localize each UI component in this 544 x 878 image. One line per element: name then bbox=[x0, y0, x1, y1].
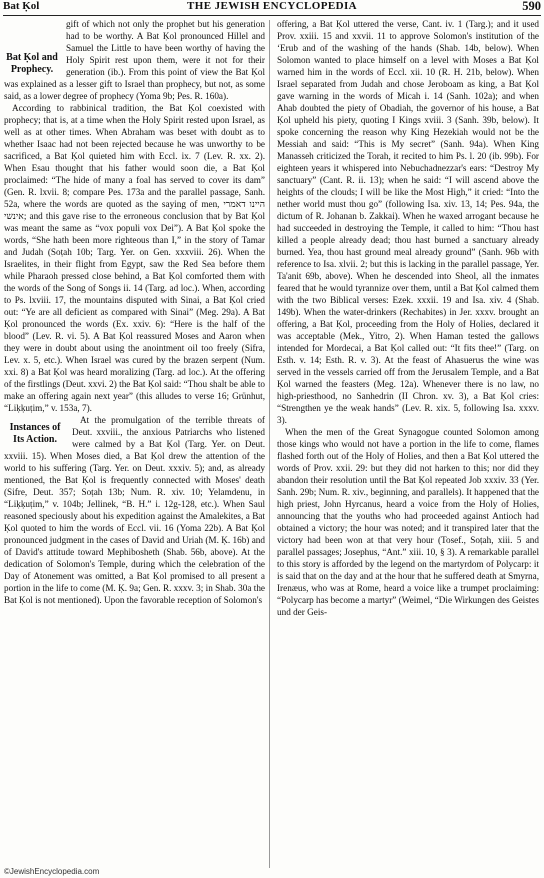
side-heading-instances: Instances of Its Action. bbox=[9, 422, 61, 445]
running-head-title: THE JEWISH ENCYCLOPEDIA bbox=[187, 0, 357, 12]
paragraph: offering, a Bat Ḳol uttered the verse, Cant. iv. 1 (Targ.); and it used Prov. xxiii. 15 and xxvii. 11 to approve Solomon's institution of the ‘Erub and of the washing of the hands (Shab. 14b, below). When Solomon wanted to place himself on a level with Moses a Bat Ḳol warned him in the words of Eccl. xii. 10 (R. H. 21b, below). When Israel separated from Judah and chose Jeroboam as king, a Bat Ḳol gave warning in the words of Micah i. 14 (Sanh. 102a); and when Ahab doubted the piety of Obadiah, the governor of his house, a Bat Ḳol upheld his piety, quoting I Kings xviii. 3 (Sanh. 39b, below). It spoke concerning the reason why King Hezekiah would not be the Messiah and said: “This is My secret” (Sanh. 94a). When King Manasseh criticized the Torah, it recited to him Ps. l. 20 (ib. 99b). For eighteen years it whispered into Nebuchadnezzar's ears: “Destroy My sanctuary” (Cant. R. ii. 13); when he said: “I will ascend above the heights of the clouds; I will be like the Most High,” it cried: “Into the nether world must thou go” (following Isa. xiv. 13, 14; Pes. 94a, the dictum of R. Johanan b. Zakkai). When he waxed arrogant because he had succeeded in destroying the Temple, it called to him: “Thou hast killed a people already dead; thou hast burned a sanctuary already burned. Yea, thou hast ground meal already ground” (Sanh. 96b with reference to Isa. xlvii. 2; but this is lacking in the parallel passage, Yer. Ta'anit 69b, above). When he descended into Sheol, all the inmates feared that he would tyrannize over them, until a Bat Ḳol calmed them with the two Biblical verses: Ezek. xxxii. 19 and Isa. xiv. 4 (Shab. 149b). When the water-drinkers (Rechabites) in Jer. xxxv. brought an offering, a Bat Ḳol, proceeding from the Holy of Holies, declared it was acceptable (Mek., Yitro, 2). When Haman tested the gallows intended for Mordecai, a Bat Ḳol called out: “It fits thee!” (Targ. on Esth. v. 14; Esth. R. v. 3). At the feast of Ahasuerus the wine was served in the vessels carried off from the Jerusalem Temple, and a Bat Ḳol warned the feasters (Meg. 12a). Whenever there is no law, no high-priesthood, no Sanhedrin (II Chron. xv. 3), a Bat Ḳol cries: “Strengthen ye the weak hands” (Lev. R. xix. 5, following Isa. xxxv. 3). bbox=[277, 19, 539, 425]
left-column bbox=[4, 18, 265, 606]
paragraph: According to rabbinical tradition, the Bat Ḳol coexisted with prophecy; that is, at a time when the Holy Spirit rested upon Israel, as well as at other times. When Abraham was beset with doubt as to whether Isaac had not been rejected because he was unworthy to be sacrificed, a Bat Ḳol quieted him with Eccl. ix. 7 (Lev. R. xx. 2). When Esau thought that his father would soon die, a Bat Ḳol proclaimed: “The hide of many a foal has served to cover its dam” (Gen. R. lxvii. 8; compare Pes. 173a and the parallel passage, Sanh. 52a, where the words are quoted as the saying of men, היינו דאמרי אינשי; and this gave rise to the erroneous conclusion that by Bat Ḳol was meant the same as “vox populi vox Dei”). A Bat Ḳol spoke the words, “She hath been more righteous than I,” in the story of Tamar and Judah (Soṭah 10b; Targ. Yer. on Gen. xxxviii. 26). When the Israelites, in their flight from Egypt, saw the Red Sea before them while Pharaoh pressed close behind, a Bat Ḳol comforted them with the words of the Song of Songs ii. 14 (Targ. ad loc.). When, according to Ps. lxviii. 17, the mountains disputed with Sinai, a Bat Ḳol cried out: “Ye are all deficient as compared with Sinai” (Meg. 29a). A Bat Ḳol pronounced the words (Ex. xxiv. 6): “Here is the half of the blood” (Lev. R. vi. 5). A Bat Ḳol reassured Moses and Aaron when they were in doubt about using the anointment oil too freely (Sifra, Lev. x. 5, etc.). When Israel was cured by the brazen serpent (Num. xxi. 8) a Bat Ḳol was heard moralizing (Targ. ad loc.). At the offering of the firstlings (Deut. xxvi. 2) the Bat Ḳol said: “Thou shalt be able to make an offering again next year” (this alludes to verse 16; Grünhut, “Liḳḳuṭim,” v. 153a, 7). bbox=[4, 103, 265, 413]
right-column bbox=[277, 18, 539, 618]
page-number: 590 bbox=[522, 0, 541, 13]
column-divider bbox=[269, 20, 270, 868]
paragraph: When the men of the Great Synagogue counted Solomon among those kings who would not have a portion in the life to come, flames flashed forth out of the Holy of Holies, and then a Bat Ḳol uttered the words of Prov. xxii. 29: but they did not harken to this; nor did they abandon their resolution until the Bat Ḳol repeated Job xxxiv. 33 (Yer. Sanh. 29b; Num. R. xiv., beginning, and parallels). It happened that the high priest, John Hyrcanus, heard a voice from the Holy of Holies, announcing that the youths who had proceeded against Antioch had obtained a victory; the hour was noted; and it transpired later that the victory had been won at that very hour (Tosef., Soṭah, xiii. 5 and parallel passages; Josephus, “Ant.” xiii. 10, § 3). A remarkable parallel to this story is afforded by the legend on the martyrdom of Polycarp: it is said that on the day and at the hour that he suffered death at Smyrna, Irenæus, who was at Rome, heard a voice like a trumpet proclaiming: “Polycarp has become a martyr” (Weimel, “Die Wirkungen des Geistes und der Geis- bbox=[277, 427, 539, 617]
site-watermark: ©JewishEncyclopedia.com bbox=[4, 867, 100, 876]
header-rule bbox=[3, 15, 541, 16]
running-head-left: Bat Ḳol bbox=[3, 0, 40, 12]
side-heading-prophecy: Bat Ḳol and Prophecy. bbox=[6, 52, 58, 75]
paragraph: At the promulgation of the terrible threats of Deut. xxviii., the anxious Patriarchs who listened were calmed by a Bat Ḳol (Targ. Yer. on Deut. xxviii. 15). When Moses died, a Bat Ḳol drew the attention of the world to his suffering (Targ. Yer. on Deut. xxxiv. 5); and, as already mentioned, the Bat Ḳol is frequently connected with Moses' death (Sifre, Deut. 357; Soṭah 13b; Num. R. xiv. 10; Yelamdenu, in “Liḳḳuṭim,” v. 104b; Jellinek, “B. H.” i. 12g-128, etc.). When Saul reasoned speciously about his expedition against the Amalekites, a Bat Ḳol quoted to him the words of Eccl. vii. 16 (Yoma 22b). A Bat Ḳol pronounced judgment in the cases of David and Uriah (M. Ḳ. 16b) and of David's attitude toward Mephibosheth (Shab. 56b, above). At the dedication of Solomon's Temple, during which the celebration of the Day of Atonement was omitted, a Bat Ḳol promised to all present a portion in the life to come (M. Ḳ. 9a; Gen. R. xxxv. 3; in Shab. 30a the Bat Ḳol is not mentioned). Upon the favorable reception of Solomon's bbox=[4, 415, 265, 605]
page-header bbox=[3, 0, 541, 13]
paragraph: gift of which not only the prophet but his generation had to be worthy. A Bat Ḳol pronounced Hillel and Samuel the Little to have been worthy of having the Holy Spirit rest upon them, were it not for their generation (ib.). From this point of view the Bat Ḳol was explained as a lesser gift to Israel than prophecy, but not, as some said, as a lower degree of prophecy (Yoma 9b; Pes. R. 160a). bbox=[4, 19, 265, 101]
